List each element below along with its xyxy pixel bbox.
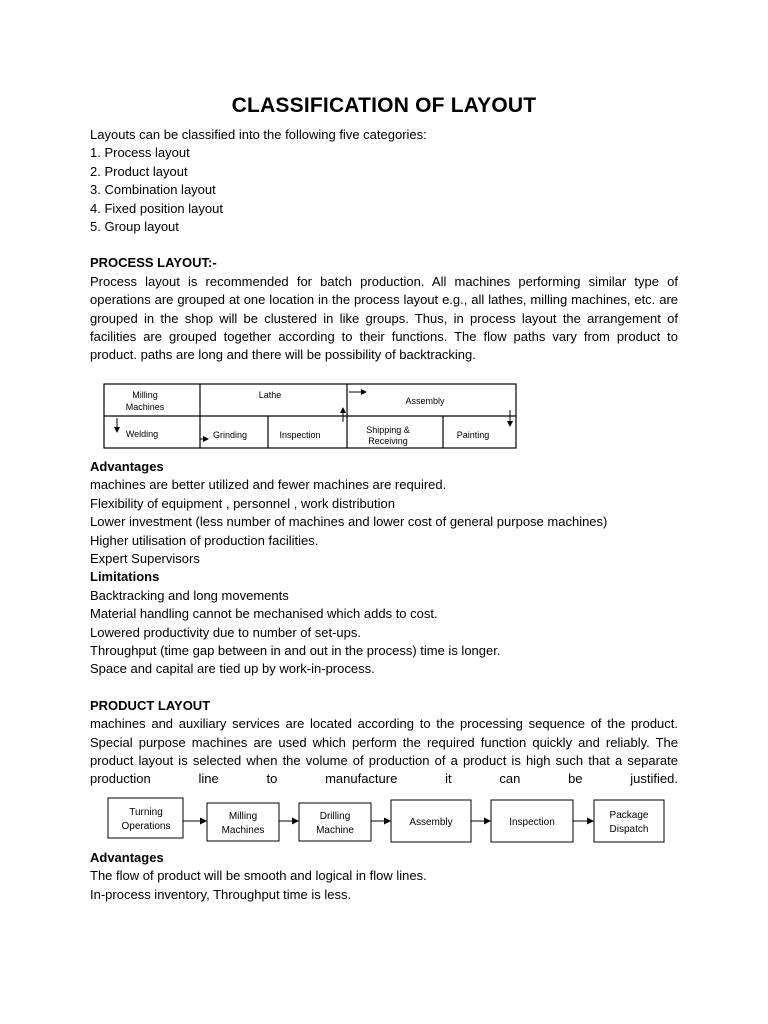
list-item: The flow of product will be smooth and logical in flow lines.	[90, 868, 427, 884]
limitations-heading: Limitations	[90, 569, 160, 585]
flow-step-label: Machines	[221, 824, 265, 836]
diagram-label: Welding	[125, 428, 159, 439]
list-item: 3. Combination layout	[90, 182, 216, 198]
advantages-heading: Advantages	[90, 458, 164, 474]
flow-step-label: Turning	[129, 806, 163, 818]
list-item: Lowered productivity due to number of set-ups.	[90, 624, 361, 640]
diagram-label: Inspection	[279, 429, 321, 440]
list-item: Backtracking and long movements	[90, 587, 289, 603]
diagram-label: Milling	[132, 389, 158, 400]
list-item: In-process inventory, Throughput time is less.	[90, 886, 352, 902]
list-item: 1. Process layout	[90, 145, 190, 161]
flow-step-label: Operations	[121, 820, 171, 832]
flow-step-label: Drilling	[319, 810, 351, 822]
flow-step-box	[108, 798, 183, 838]
document-page	[90, 92, 678, 904]
list-item: Flexibility of equipment , personnel , work distribution	[90, 495, 395, 511]
diagram-label: Shipping &	[366, 424, 410, 435]
list-item: machines are better utilized and fewer machines are required.	[90, 477, 447, 493]
flow-step-label: Milling	[228, 810, 258, 822]
product-layout-paragraph: machines and auxiliary services are located according to the processing sequence of the product. Special purpose machines are used which perform the required function quickly and reliably. The product layout is selected when the volume of production of a product is high such that a separate production line to manufacture it can be justified.	[90, 716, 678, 787]
flow-step-label: Dispatch	[609, 823, 649, 835]
flow-step-label: Assembly	[409, 816, 453, 828]
flow-step-label: Package	[609, 809, 649, 821]
process-layout-paragraph: Process layout is recommended for batch production. All machines performing similar type of operations are grouped at one location in the process layout e.g., all lathes, milling machines, etc. are grouped in the shop will be clustered in like groups. Thus, in process layout the arrangement of facilities are grouped together according to their functions. The flow paths vary from product to product. paths are long and there will be possibility of backtracking.	[90, 273, 678, 363]
list-item: 4. Fixed position layout	[90, 200, 223, 216]
process-layout-diagram	[90, 374, 678, 458]
flow-step-box	[594, 800, 664, 842]
intro-text: Layouts can be classified into the following five categories:	[90, 127, 427, 142]
page-title: CLASSIFICATION OF LAYOUT	[231, 94, 537, 117]
flow-step-label: Inspection	[509, 816, 555, 828]
process-layout-heading: PROCESS LAYOUT:-	[90, 255, 217, 271]
diagram-label: Grinding	[212, 429, 248, 440]
diagram-label: Painting	[456, 429, 490, 440]
list-item: Higher utilisation of production facilities.	[90, 532, 319, 548]
advantages-heading: Advantages	[90, 849, 164, 865]
diagram-label: Receiving	[368, 435, 408, 446]
list-item: Space and capital are tied up by work-in-process.	[90, 661, 375, 677]
product-layout-heading: PRODUCT LAYOUT	[90, 697, 211, 713]
diagram-label: Machines	[125, 401, 165, 412]
list-item: Expert Supervisors	[90, 550, 200, 566]
list-item: 5. Group layout	[90, 219, 179, 235]
product-layout-flow-diagram	[90, 793, 678, 849]
list-item: Throughput (time gap between in and out in the process) time is longer.	[90, 642, 501, 658]
flow-step-label: Machine	[316, 824, 354, 836]
list-item: Lower investment (less number of machines and lower cost of general purpose machines)	[90, 514, 608, 530]
diagram-label: Assembly	[405, 395, 445, 406]
list-item: Material handling cannot be mechanised which adds to cost.	[90, 606, 438, 622]
diagram-label: Lathe	[258, 389, 282, 400]
list-item: 2. Product layout	[90, 163, 188, 179]
